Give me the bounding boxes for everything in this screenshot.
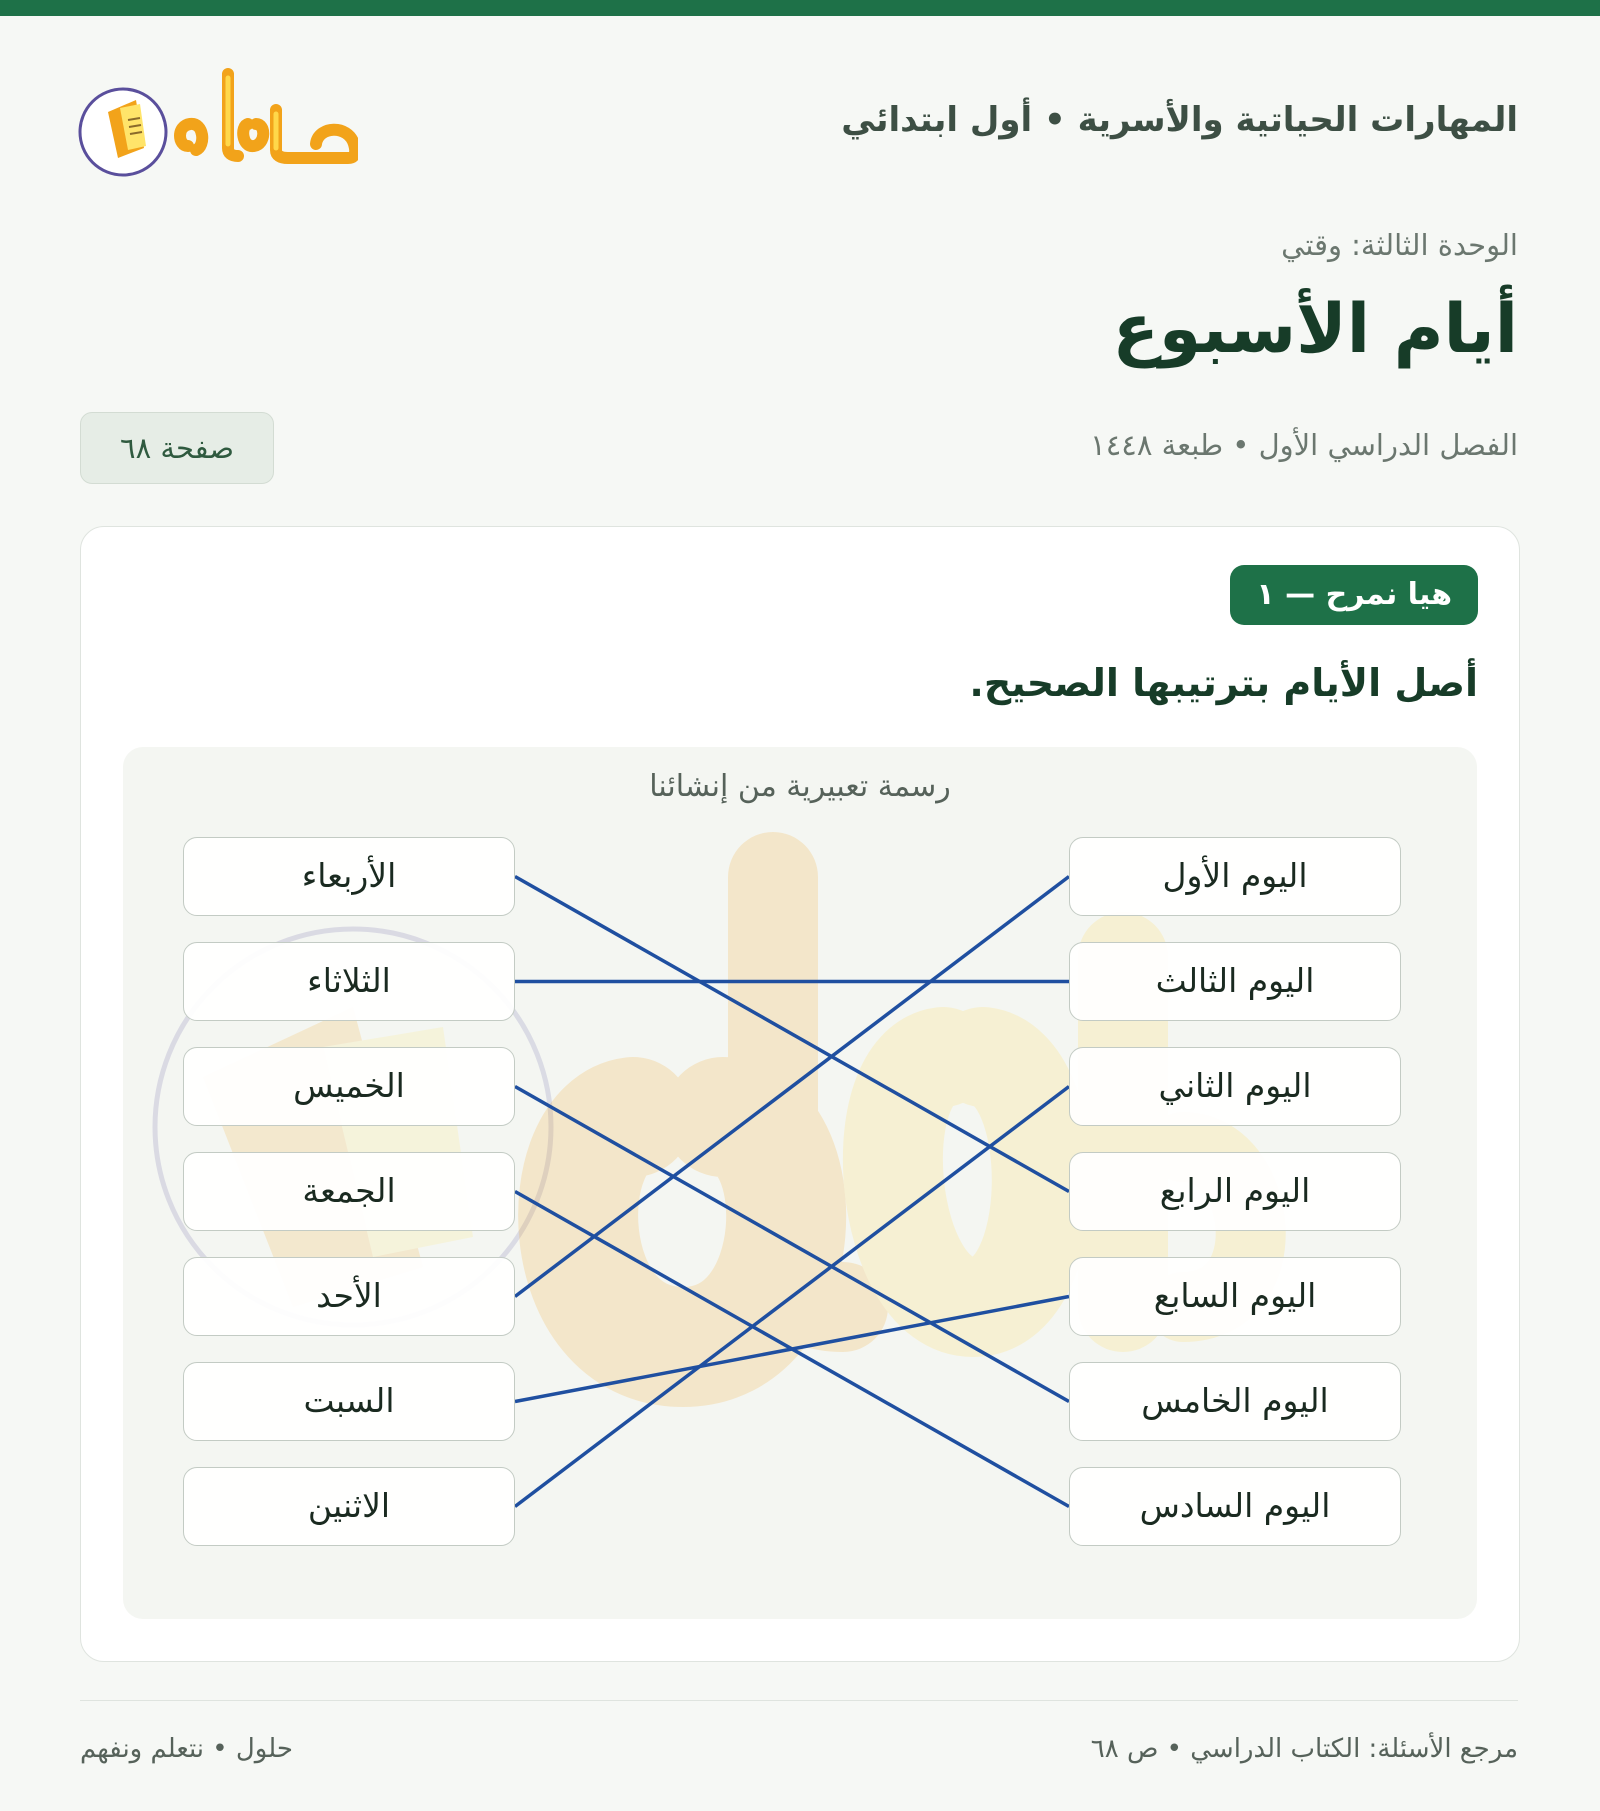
left-day-box[interactable]: الأربعاء bbox=[183, 837, 515, 916]
footer-divider bbox=[80, 1700, 1518, 1701]
right-day-order-box[interactable]: اليوم السابع bbox=[1069, 1257, 1401, 1336]
left-day-box[interactable]: الثلاثاء bbox=[183, 942, 515, 1021]
right-day-order-box[interactable]: اليوم السادس bbox=[1069, 1467, 1401, 1546]
exercise-card bbox=[80, 526, 1520, 1662]
connection-line bbox=[515, 1087, 1069, 1402]
footer-reference: مرجع الأسئلة: الكتاب الدراسي • ص ٦٨ bbox=[1090, 1734, 1518, 1764]
matching-drawing bbox=[123, 747, 1477, 1619]
left-day-box[interactable]: السبت bbox=[183, 1362, 515, 1441]
left-day-box[interactable]: الأحد bbox=[183, 1257, 515, 1336]
top-accent-bar bbox=[0, 0, 1600, 16]
connection-line bbox=[515, 877, 1069, 1297]
brand-logo bbox=[78, 64, 358, 184]
connection-line bbox=[515, 1297, 1069, 1402]
left-day-box[interactable]: الخميس bbox=[183, 1047, 515, 1126]
right-day-order-box[interactable]: اليوم الخامس bbox=[1069, 1362, 1401, 1441]
left-day-box[interactable]: الجمعة bbox=[183, 1152, 515, 1231]
right-day-order-box[interactable]: اليوم الثالث bbox=[1069, 942, 1401, 1021]
connection-line bbox=[515, 1087, 1069, 1507]
right-day-order-box[interactable]: اليوم الثاني bbox=[1069, 1047, 1401, 1126]
subject-title: المهارات الحياتية والأسرية • أول ابتدائي bbox=[841, 100, 1518, 140]
unit-label: الوحدة الثالثة: وقتي bbox=[1281, 228, 1518, 262]
right-day-order-box[interactable]: اليوم الرابع bbox=[1069, 1152, 1401, 1231]
exercise-badge: هيا نمرح — ١ bbox=[1230, 565, 1478, 625]
drawing-caption: رسمة تعبيرية من إنشائنا bbox=[649, 769, 951, 804]
right-day-order-box[interactable]: اليوم الأول bbox=[1069, 837, 1401, 916]
lesson-title: أيام الأسبوع bbox=[1112, 290, 1518, 369]
semester-meta: الفصل الدراسي الأول • طبعة ١٤٤٨ bbox=[1090, 428, 1518, 462]
connection-line bbox=[515, 877, 1069, 1192]
left-day-box[interactable]: الاثنين bbox=[183, 1467, 515, 1546]
footer-slogan: حلول • نتعلم ونفهم bbox=[80, 1734, 293, 1764]
exercise-question: أصل الأيام بترتيبها الصحيح. bbox=[969, 661, 1478, 705]
page-number-badge: صفحة ٦٨ bbox=[80, 412, 274, 484]
